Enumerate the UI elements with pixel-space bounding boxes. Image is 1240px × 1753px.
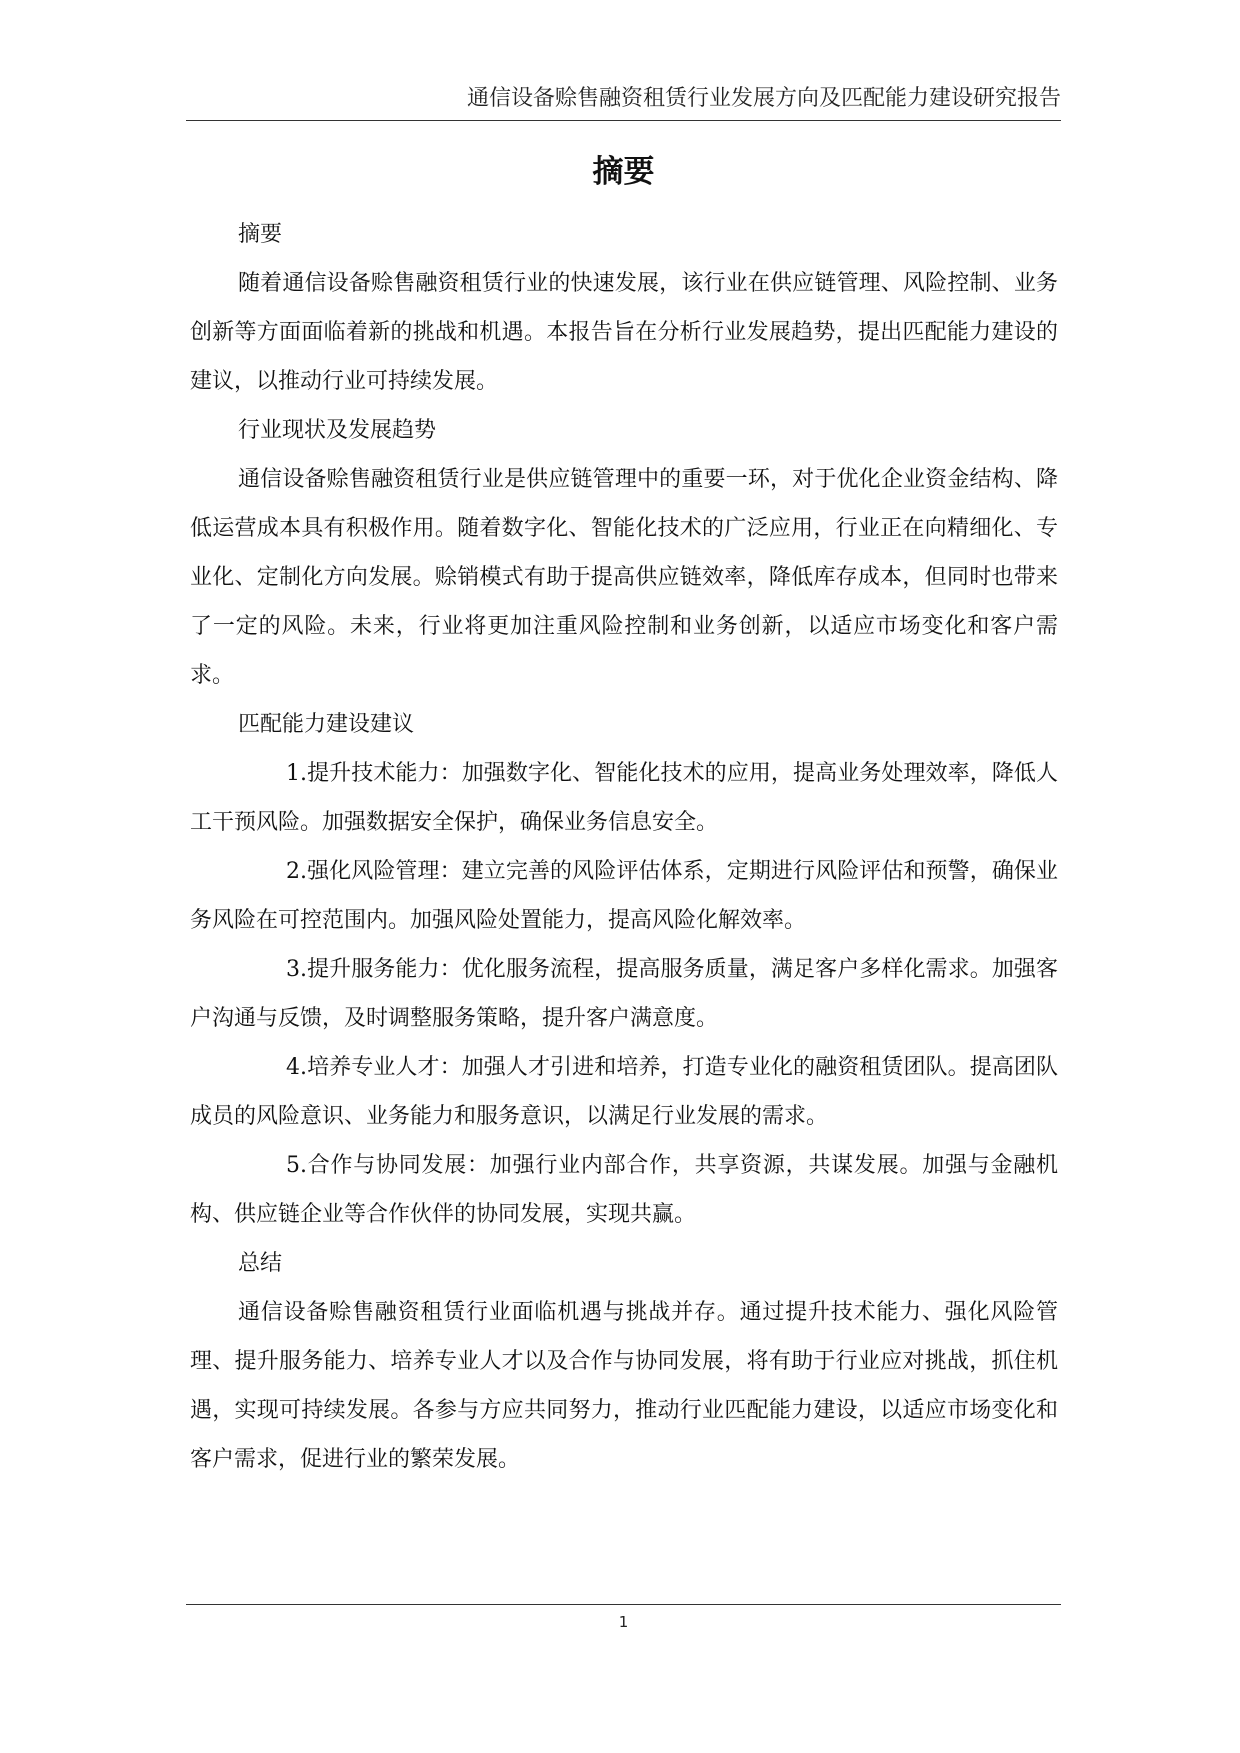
page-title: 摘要 [592, 154, 655, 190]
footer-divider [186, 1604, 1061, 1605]
header-divider [186, 120, 1061, 121]
heading-abstract: 摘要 [238, 222, 283, 247]
heading-industry-status: 行业现状及发展趋势 [238, 418, 437, 443]
suggestion-item-4: 4.培养专业人才：加强人才引进和培养，打造专业化的融资租赁团队。提高团队成员的风险意识、业务能力和服务意识，以满足行业发展的需求。 [190, 1055, 1058, 1129]
industry-status-paragraph: 通信设备赊售融资租赁行业是供应链管理中的重要一环，对于优化企业资金结构、降低运营成本具有积极作用。随着数字化、智能化技术的广泛应用，行业正在向精细化、专业化、定制化方向发展。赊销模式有助于提高供应链效率，降低库存成本，但同时也带来了一定的风险。未来，行业将更加注重风险控制和业务创新，以适应市场变化和客户需求。 [190, 467, 1058, 688]
page-number: 1 [618, 1613, 629, 1631]
heading-summary: 总结 [238, 1251, 283, 1276]
suggestion-item-5: 5.合作与协同发展：加强行业内部合作，共享资源，共谋发展。加强与金融机构、供应链企业等合作伙伴的协同发展，实现共赢。 [190, 1153, 1058, 1227]
suggestion-item-3: 3.提升服务能力：优化服务流程，提高服务质量，满足客户多样化需求。加强客户沟通与反馈，及时调整服务策略，提升客户满意度。 [190, 957, 1058, 1031]
suggestion-item-1: 1.提升技术能力：加强数字化、智能化技术的应用，提高业务处理效率，降低人工干预风险。加强数据安全保护，确保业务信息安全。 [190, 761, 1058, 835]
document-body [190, 210, 1058, 1484]
summary-paragraph: 通信设备赊售融资租赁行业面临机遇与挑战并存。通过提升技术能力、强化风险管理、提升服务能力、培养专业人才以及合作与协同发展，将有助于行业应对挑战，抓住机遇，实现可持续发展。各参与方应共同努力，推动行业匹配能力建设，以适应市场变化和客户需求，促进行业的繁荣发展。 [190, 1300, 1058, 1472]
abstract-paragraph: 随着通信设备赊售融资租赁行业的快速发展，该行业在供应链管理、风险控制、业务创新等方面面临着新的挑战和机遇。本报告旨在分析行业发展趋势，提出匹配能力建设的建议，以推动行业可持续发展。 [190, 271, 1058, 394]
running-header: 通信设备赊售融资租赁行业发展方向及匹配能力建设研究报告 [466, 86, 1061, 111]
suggestion-item-2: 2.强化风险管理：建立完善的风险评估体系，定期进行风险评估和预警，确保业务风险在可控范围内。加强风险处置能力，提高风险化解效率。 [190, 859, 1058, 933]
heading-suggestions: 匹配能力建设建议 [238, 712, 415, 737]
